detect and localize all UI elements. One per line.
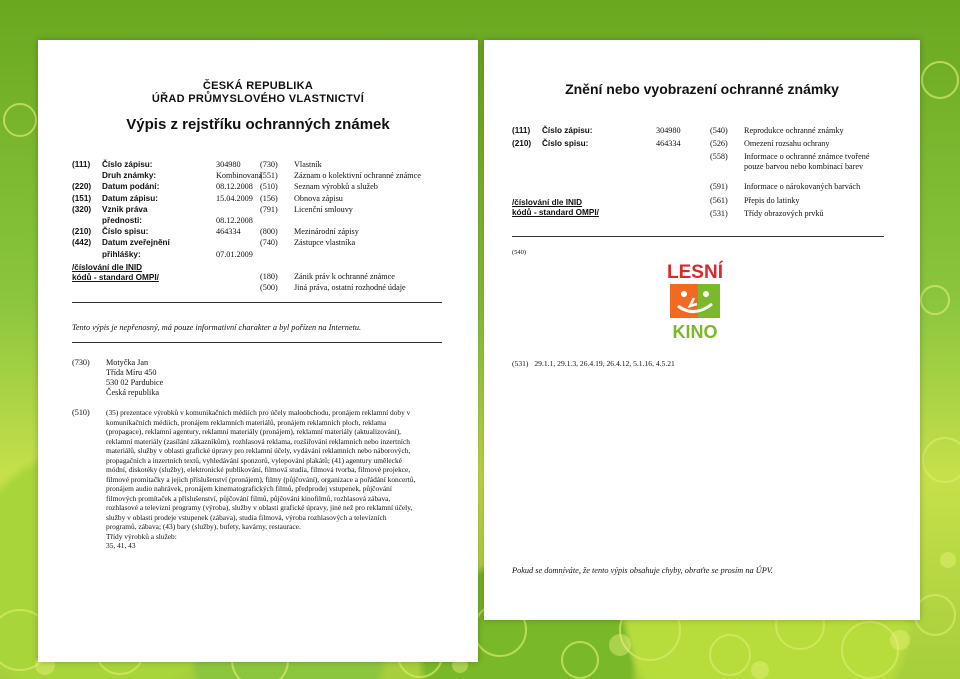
field-value: 08.12.2008 — [216, 215, 253, 225]
field-label: přihlášky: — [102, 249, 141, 259]
inid-code: (591) — [710, 182, 728, 191]
inid-code: (111) — [72, 160, 91, 169]
legend-row — [710, 152, 869, 182]
field-label: Datum zápisu: — [102, 193, 158, 203]
legend-row — [710, 182, 869, 196]
inid-code: (531) — [710, 209, 728, 218]
inid-code: (442) — [72, 238, 92, 248]
legend-row — [710, 196, 869, 209]
inid-code: (500) — [260, 283, 278, 293]
field-value: 464334 — [216, 227, 241, 237]
classes-code: (531) — [512, 359, 529, 368]
page-title: Výpis z rejstříku ochranných známek — [126, 116, 390, 133]
field-row — [72, 194, 262, 205]
inid-code: (740) — [260, 238, 278, 248]
goods-services-text: (35) prezentace výrobků v komunikačních médiích pro účely maloobchodu, pronájem reklamní doby v komunikačních médiích, pronájem reklamních materiálů, pronájem reklamních ploch, reklama (propagace), reklamní agentury, reklamní materiály (pronájem), reklamní materiály (aktualizování), reklamní materiály (zasílání zákazníkům), rozhlasová reklama, rozšiřování reklamních nebo inzertních materiálů, služby v oblasti grafické úpravy pro reklamní účely, vydávání reklamních nebo náborových, propagačních a inzertních textů, vyhledávání sponzorů, vylepování plakátů; (41) agentury umělecké módní, diskotéky (služby), elektronické publikování, filmová studia, filmová tvorba, filmové projekce, filmové promítačky a jejich příslušenství (pronájem), filmy (půjčování), organizace a pořádání koncertů, pronájem audio nahrávek, pronájem kinematografických filmů, předprodej vstupenek, půjčování filmových promítaček a příslušenství, půjčování filmů, půjčování kinofilmů, rozhlasová zábava, rozhlasové a televizní programy (výroba), služby v oblasti grafické úpravy, jiné než pro reklamní účely, služby v oblasti prodeje vstupenek (zábava), studia filmová, výroba rozhlasových a televizních programů, zábava; (43) bary (služby), bufety, kavárny, restaurace. Třídy výrobků a služeb: 35, 41, 43 — [106, 408, 416, 550]
inid-legend — [710, 126, 869, 222]
legend-label: Jiná práva, ostatní rozhodné údaje — [294, 283, 406, 293]
page-title: Znění nebo vyobrazení ochranné známky — [565, 81, 839, 97]
document-header — [38, 80, 478, 134]
legend-row — [260, 194, 421, 205]
inid-note-line2: kódů - standard OMPI/ — [512, 208, 599, 217]
legend-label: Třídy obrazových prvků — [744, 209, 824, 218]
legend-row — [260, 205, 421, 227]
inid-code: (558) — [710, 152, 728, 161]
field-value: 304980 — [216, 160, 241, 169]
field-row — [72, 171, 262, 182]
inid-code: (151) — [72, 193, 92, 203]
legend-label: Reprodukce ochranné známky — [744, 126, 844, 135]
field-label: Číslo spisu: — [102, 227, 149, 237]
inid-code: (510) — [260, 182, 278, 192]
inid-code: (111) — [512, 126, 531, 135]
field-row — [72, 227, 262, 238]
inid-code: (210) — [72, 227, 92, 237]
field-label: Číslo zápisu: — [102, 160, 153, 169]
field-label: Číslo zápisu: — [542, 126, 593, 135]
divider — [512, 236, 884, 237]
inid-code: (210) — [512, 139, 532, 148]
divider — [72, 302, 442, 303]
field-label: Vznik práva — [102, 204, 148, 214]
inid-note-line2: kódů - standard OMPI/ — [72, 273, 159, 282]
field-row — [512, 139, 681, 152]
legend-label: Vlastník — [294, 160, 322, 169]
image-classes — [512, 359, 675, 369]
legend-label: Zánik práv k ochranné známce — [294, 271, 395, 281]
legend-row — [710, 139, 869, 152]
legend-row — [710, 209, 869, 222]
inid-note — [72, 263, 159, 283]
footer-note: Pokud se domníváte, že tento výpis obsahuje chyby, obraťte se prosím na ÚPV. — [512, 566, 773, 575]
logo-top-text: LESNÍ — [667, 262, 723, 283]
legend-row — [260, 160, 421, 171]
legend-label: Zástupce vlastníka — [294, 238, 356, 248]
legend-label: Záznam o kolektivní ochranné známce — [294, 171, 421, 181]
logo-bottom-text: KINO — [672, 322, 718, 342]
inid-code: (800) — [260, 227, 278, 237]
inid-code: (526) — [710, 139, 728, 148]
field-value — [212, 205, 262, 216]
inid-code — [72, 250, 102, 261]
field-row — [72, 205, 262, 216]
inid-code: (156) — [260, 193, 278, 203]
owner-address: Motyčka Jan Třída Míru 450 530 02 Pardubice Česká republika — [106, 358, 164, 397]
field-row — [72, 250, 262, 261]
legend-label: Obnova zápisu — [294, 193, 343, 203]
record-fields — [512, 126, 681, 152]
field-row — [72, 238, 262, 249]
legend-label: Informace o nárokovaných barvách — [744, 182, 861, 191]
field-row — [72, 160, 262, 171]
field-value: 07.01.2009 — [216, 249, 253, 259]
field-value: 464334 — [656, 139, 681, 148]
field-label: Druh známky: — [102, 171, 157, 181]
owner-code: (730) — [72, 358, 90, 367]
legend-label: Informace o ochranné známce tvořené pouze barvou nebo kombinací barev — [744, 152, 870, 171]
inid-code: (730) — [260, 160, 278, 169]
legend-row — [260, 227, 421, 238]
field-value: 304980 — [656, 126, 681, 135]
legend-label: Omezení rozsahu ochrany — [744, 139, 830, 148]
inid-code: (551) — [260, 171, 278, 181]
field-row — [72, 182, 262, 193]
lesni-kino-logo — [664, 254, 726, 344]
mark-code: (540) — [512, 249, 527, 256]
legend-row — [260, 238, 421, 272]
legend-row — [260, 171, 421, 182]
field-value: Kombinovaná — [216, 171, 263, 181]
inid-note-line1: /číslování dle INID — [72, 263, 143, 272]
header-country: ČESKÁ REPUBLIKA — [202, 80, 314, 92]
legend-row — [260, 182, 421, 193]
field-value: 15.04.2009 — [216, 193, 253, 203]
inid-note — [512, 198, 599, 218]
field-label: Číslo spisu: — [542, 139, 589, 148]
legend-label: Přepis do latinky — [744, 196, 800, 205]
inid-legend — [260, 160, 421, 294]
inid-code: (561) — [710, 196, 728, 205]
legend-row — [260, 283, 421, 294]
register-extract-page — [38, 40, 478, 662]
goods-code: (510) — [72, 408, 90, 417]
field-label: Datum podání: — [102, 182, 160, 192]
inid-code: (220) — [72, 182, 92, 192]
classes-values: 29.1.1, 29.1.3, 26.4.19, 26.4.12, 5.1.16, 4.5.21 — [534, 359, 675, 368]
field-label: přednosti: — [102, 215, 143, 225]
field-label: Datum zveřejnění — [102, 238, 170, 248]
legend-label: Mezinárodní zápisy — [294, 227, 359, 237]
record-fields — [72, 160, 262, 261]
field-row — [72, 216, 262, 227]
legend-row — [260, 272, 421, 283]
inid-note-line1: /číslování dle INID — [512, 198, 583, 207]
inid-code: (791) — [260, 204, 278, 214]
field-value — [212, 238, 262, 249]
legend-label: Licenční smlouvy — [294, 204, 353, 214]
field-value: 08.12.2008 — [216, 182, 253, 192]
goods-services-block — [72, 408, 472, 583]
disclaimer-text: Tento výpis je nepřenosný, má pouze informativní charakter a byl pořízen na Internetu. — [72, 323, 362, 332]
legend-row — [710, 126, 869, 139]
inid-code: (320) — [72, 204, 92, 214]
inid-code: (540) — [710, 126, 728, 135]
logo-green-block — [698, 284, 720, 318]
trademark-representation-page — [484, 40, 920, 620]
inid-code: (180) — [260, 271, 278, 281]
inid-code — [72, 171, 102, 182]
legend-label: Seznam výrobků a služeb — [294, 182, 378, 192]
inid-code — [72, 216, 102, 227]
header-office: ÚŘAD PRŮMYSLOVÉHO VLASTNICTVÍ — [151, 93, 365, 105]
field-row — [512, 126, 681, 139]
divider — [72, 342, 442, 343]
owner-block — [72, 358, 452, 403]
